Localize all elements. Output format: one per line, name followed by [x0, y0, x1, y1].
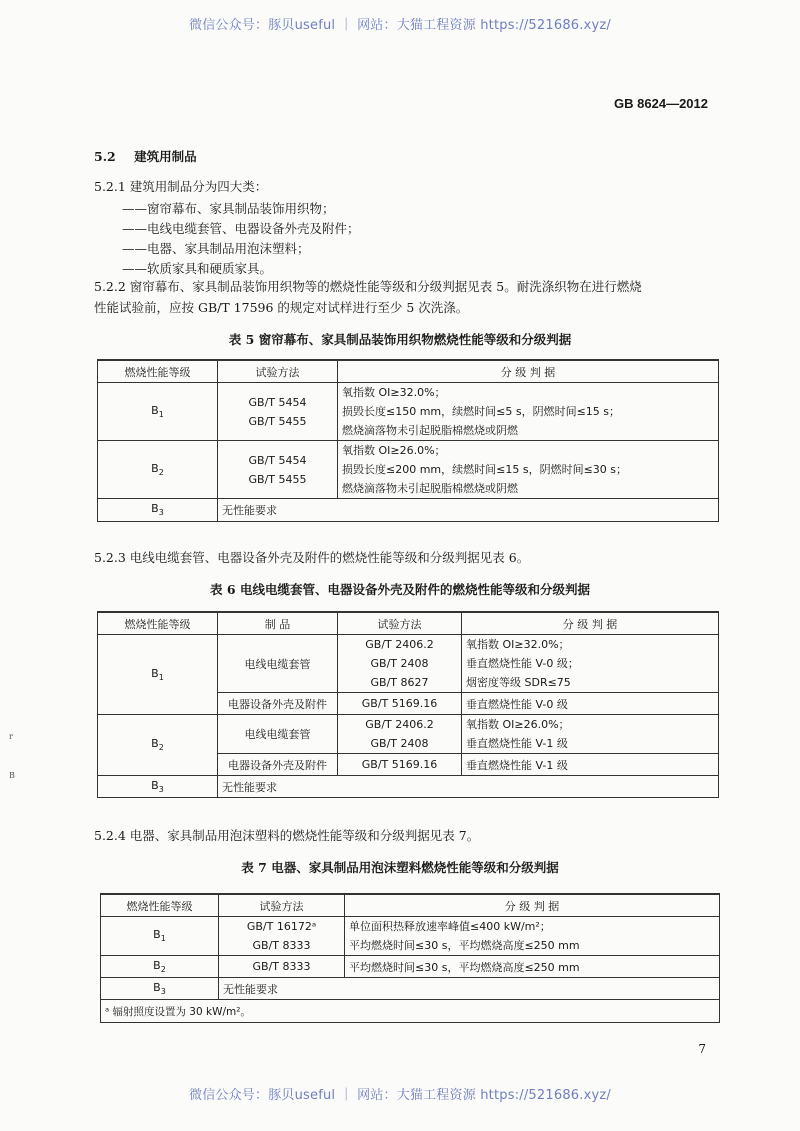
table-row	[98, 499, 719, 522]
table5	[97, 359, 719, 522]
table6-caption: 表 6 电线电缆套管、电器设备外壳及附件的燃烧性能等级和分级判据	[210, 582, 590, 597]
product-cell: 电器设备外壳及附件	[218, 693, 338, 715]
table-row	[98, 635, 719, 693]
grade-cell: $B_1$	[101, 917, 219, 956]
margin-mark: B	[9, 771, 15, 780]
criteria-cell: 氧指数 OI≥32.0%； 垂直燃烧性能 V-0 级； 烟密度等级 SDR≤75	[462, 635, 719, 693]
table7-header-grade: 燃烧性能等级	[101, 894, 219, 917]
grade-cell: $B_2$	[98, 441, 218, 499]
table-row	[98, 383, 719, 441]
table6-header-grade: 燃烧性能等级	[98, 612, 218, 635]
grade-cell: $B_3$	[101, 978, 219, 1000]
paragraph-5-2-2-line2: 性能试验前，应按 GB/T 17596 的规定对试样进行至少 5 次洗涤。	[94, 300, 469, 315]
method-cell: GB/T 5169.16	[338, 754, 462, 776]
product-cell: 电线电缆套管	[218, 635, 338, 693]
table7-footnote: ᵃ 辐射照度设置为 30 kW/m²。	[101, 1000, 720, 1023]
table5-caption: 表 5 窗帘幕布、家具制品装饰用织物燃烧性能等级和分级判据	[228, 332, 572, 347]
table-row	[98, 441, 719, 499]
list-item: ——窗帘幕布、家具制品装饰用织物；	[122, 201, 335, 216]
method-cell: GB/T 2406.2 GB/T 2408	[338, 715, 462, 754]
no-requirement-cell: 无性能要求	[219, 978, 720, 1000]
table-row	[98, 776, 719, 798]
method-cell: GB/T 8333	[219, 956, 345, 978]
table5-header-grade: 燃烧性能等级	[98, 360, 218, 383]
table7	[100, 893, 720, 1023]
criteria-cell: 氧指数 OI≥26.0%； 损毁长度≤200 mm，续燃时间≤15 s，阴燃时间≤30 s； 燃烧滴落物未引起脱脂棉燃烧或阴燃	[338, 441, 719, 499]
grade-cell: $B_2$	[101, 956, 219, 978]
table5-header-method: 试验方法	[218, 360, 338, 383]
section-number: 5.2	[94, 149, 116, 164]
list-item: ——电线电缆套管、电器设备外壳及附件；	[122, 221, 360, 236]
paragraph-5-2-2-line1: 5.2.2 窗帘幕布、家具制品装饰用织物等的燃烧性能等级和分级判据见表 5。耐洗涤织物在进行燃烧	[94, 279, 642, 294]
product-cell: 电器设备外壳及附件	[218, 754, 338, 776]
table7-header-criteria: 分 级 判 据	[345, 894, 720, 917]
method-cell: GB/T 5454 GB/T 5455	[218, 441, 338, 499]
grade-cell: $B_3$	[98, 499, 218, 522]
table5-header-criteria: 分 级 判 据	[338, 360, 719, 383]
table-row	[101, 956, 720, 978]
paragraph-5-2-1: 5.2.1 建筑用制品分为四大类：	[94, 179, 268, 194]
paragraph-5-2-3: 5.2.3 电线电缆套管、电器设备外壳及附件的燃烧性能等级和分级判据见表 6。	[94, 550, 530, 565]
watermark-bottom: 微信公众号：豚贝useful ｜ 网站：大猫工程资源 https://521686.xyz/	[189, 1088, 611, 1103]
margin-mark: r	[9, 732, 13, 741]
table6-header-product: 制 品	[218, 612, 338, 635]
table6-header-criteria: 分 级 判 据	[462, 612, 719, 635]
grade-cell: $B_1$	[98, 383, 218, 441]
document-code: GB 8624—2012	[614, 96, 708, 111]
method-cell: GB/T 2406.2 GB/T 2408 GB/T 8627	[338, 635, 462, 693]
criteria-cell: 氧指数 OI≥32.0%； 损毁长度≤150 mm，续燃时间≤5 s，阴燃时间≤15 s； 燃烧滴落物未引起脱脂棉燃烧或阴燃	[338, 383, 719, 441]
method-cell: GB/T 16172ᵃ GB/T 8333	[219, 917, 345, 956]
table7-header-method: 试验方法	[219, 894, 345, 917]
list-item: ——电器、家具制品用泡沫塑料；	[122, 241, 310, 256]
grade-cell: $B_2$	[98, 715, 218, 776]
criteria-cell: 氧指数 OI≥26.0%； 垂直燃烧性能 V-1 级	[462, 715, 719, 754]
method-cell: GB/T 5169.16	[338, 693, 462, 715]
table6	[97, 611, 719, 798]
table-row	[101, 978, 720, 1000]
method-cell: GB/T 5454 GB/T 5455	[218, 383, 338, 441]
section-heading	[94, 147, 197, 165]
criteria-cell: 平均燃烧时间≤30 s，平均燃烧高度≤250 mm	[345, 956, 720, 978]
table-row	[101, 917, 720, 956]
table-row	[98, 715, 719, 754]
no-requirement-cell: 无性能要求	[218, 499, 719, 522]
paragraph-5-2-4: 5.2.4 电器、家具制品用泡沫塑料的燃烧性能等级和分级判据见表 7。	[94, 828, 480, 843]
list-item: ——软质家具和硬质家具。	[122, 261, 273, 276]
grade-cell: $B_3$	[98, 776, 218, 798]
criteria-cell: 单位面积热释放速率峰值≤400 kW/m²； 平均燃烧时间≤30 s，平均燃烧高度≤250 mm	[345, 917, 720, 956]
page-number: 7	[698, 1042, 706, 1056]
grade-cell: $B_1$	[98, 635, 218, 715]
watermark-top: 微信公众号：豚贝useful ｜ 网站：大猫工程资源 https://521686.xyz/	[189, 18, 611, 33]
table7-caption: 表 7 电器、家具制品用泡沫塑料燃烧性能等级和分级判据	[241, 860, 559, 875]
no-requirement-cell: 无性能要求	[218, 776, 719, 798]
table-footnote-row	[101, 1000, 720, 1023]
section-title: 建筑用制品	[134, 149, 197, 164]
criteria-cell: 垂直燃烧性能 V-1 级	[462, 754, 719, 776]
criteria-cell: 垂直燃烧性能 V-0 级	[462, 693, 719, 715]
product-cell: 电线电缆套管	[218, 715, 338, 754]
table6-header-method: 试验方法	[338, 612, 462, 635]
